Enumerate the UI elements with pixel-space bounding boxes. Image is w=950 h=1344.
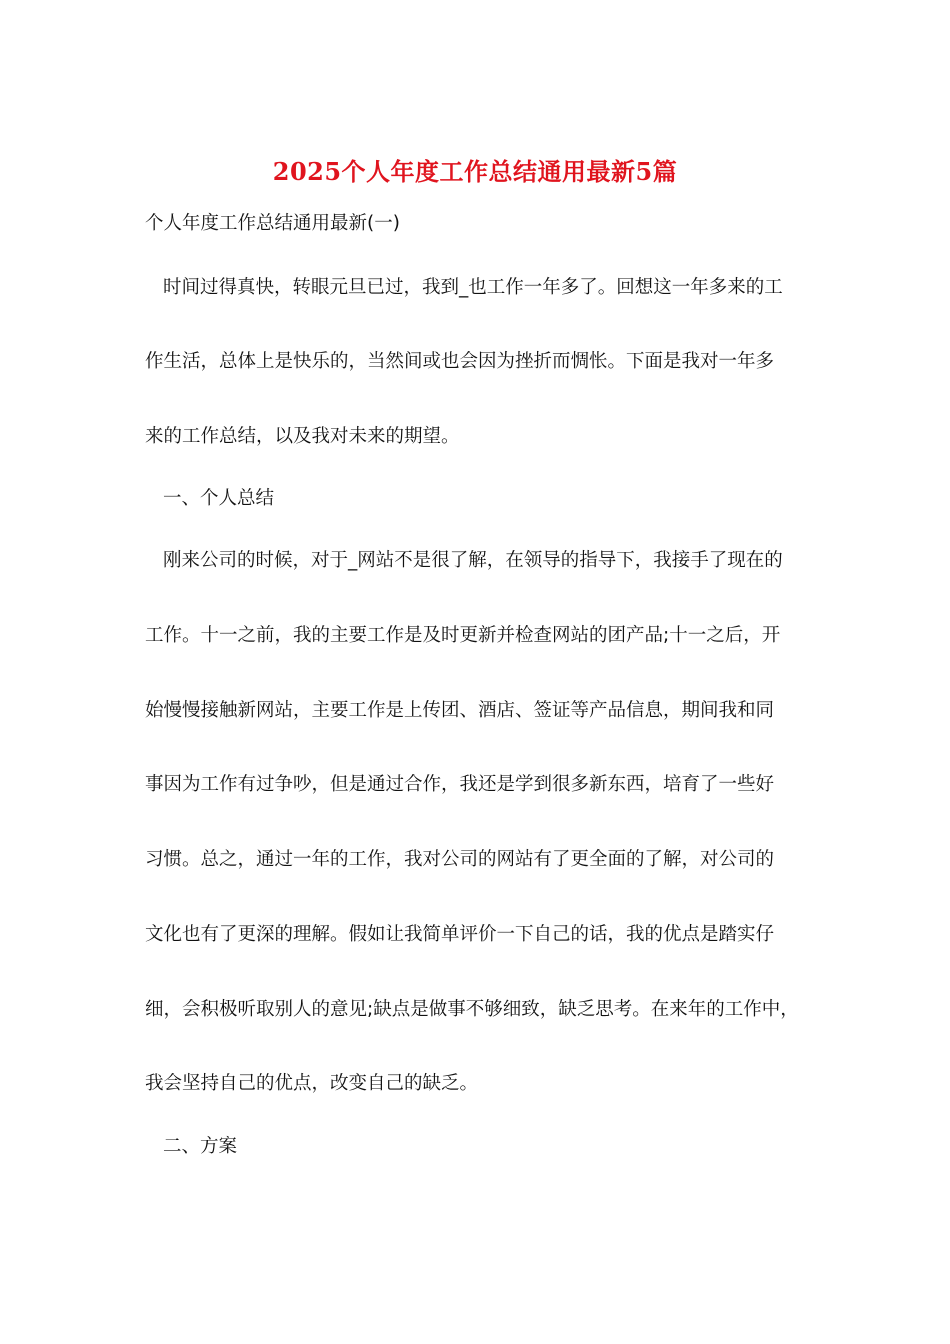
section-subtitle: 个人年度工作总结通用最新(一) — [145, 213, 400, 234]
paragraph-line: 刚来公司的时候，对于_网站不是很了解，在领导的指导下，我接手了现在的 — [163, 550, 783, 571]
paragraph-line: 工作。十一之前，我的主要工作是及时更新并检查网站的团产品;十一之后，开 — [145, 625, 781, 646]
paragraph-line: 时间过得真快，转眼元旦已过，我到_也工作一年多了。回想这一年多来的工 — [163, 277, 783, 298]
paragraph-line: 细，会积极听取别人的意见;缺点是做事不够细致，缺乏思考。在来年的工作中， — [145, 999, 799, 1020]
document-title: 2025个人年度工作总结通用最新5篇 — [272, 157, 678, 186]
paragraph-line: 作生活，总体上是快乐的，当然间或也会因为挫折而惆怅。下面是我对一年多 — [145, 351, 775, 372]
paragraph-line: 我会坚持自己的优点，改变自己的缺乏。 — [145, 1073, 479, 1094]
paragraph-line: 始慢慢接触新网站，主要工作是上传团、酒店、签证等产品信息，期间我和同 — [145, 700, 775, 721]
section-heading: 二、方案 — [163, 1136, 238, 1157]
section-heading: 一、个人总结 — [163, 488, 275, 509]
paragraph-line: 事因为工作有过争吵，但是通过合作，我还是学到很多新东西，培育了一些好 — [145, 774, 775, 795]
paragraph-line: 习惯。总之，通过一年的工作，我对公司的网站有了更全面的了解，对公司的 — [145, 849, 775, 870]
paragraph-line: 文化也有了更深的理解。假如让我简单评价一下自己的话，我的优点是踏实仔 — [145, 924, 775, 945]
paragraph-line: 来的工作总结，以及我对未来的期望。 — [145, 426, 460, 447]
